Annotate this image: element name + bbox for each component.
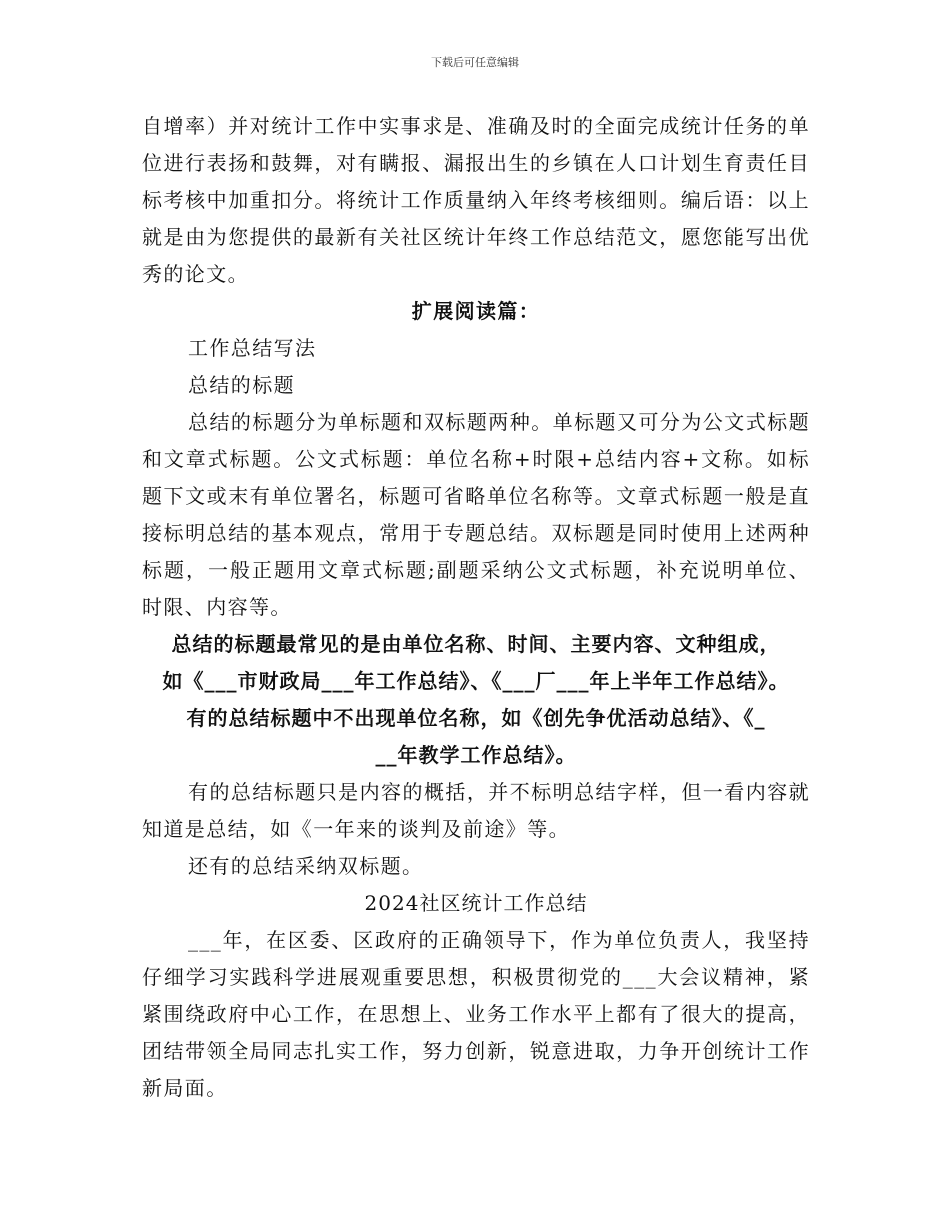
paragraph-writing-method: 工作总结写法 <box>188 336 317 360</box>
paragraph-title-label: 总结的标题 <box>188 373 295 397</box>
page-header: 下载后可任意编辑 <box>431 56 519 69</box>
bold-line-4: __年教学工作总结》。 <box>375 743 577 767</box>
heading-extended-reading: 扩展阅读篇： <box>411 299 541 323</box>
paragraph-title-types: 总结的标题分为单标题和双标题两种。单标题又可分为公文式标题和文章式标题。公文式标题：单位名称+时限+总结内容+文称。如标题下文或末有单位署名，标题可省略单位名称等。文章式标题一般是直接标明总结的基本观点，常用于专题总结。双标题是同时使用上述两种标题，一般正题用文章式标题;副题采纳公文式标题，补充说明单位、时限、内容等。 <box>142 410 810 619</box>
paragraph-summary-end: 自增率）并对统计工作中实事求是、准确及时的全面完成统计任务的单位进行表扬和鼓舞，对有瞒报、漏报出生的乡镇在人口计划生育责任目标考核中加重扣分。将统计工作质量纳入年终考核细则。编后语：以上就是由为您提供的最新有关社区统计年终工作总结范文，愿您能写出优秀的论文。 <box>142 114 810 286</box>
paragraph-2024-intro: ___年，在区委、区政府的正确领导下，作为单位负责人，我坚持仔细学习实践科学进展观重要思想，积极贯彻党的___大会议精神，紧紧围绕政府中心工作，在思想上、业务工作水平上都有了很大的提高，团结带领全局同志扎实工作，努力创新，锐意进取，力争开创统计工作新局面。 <box>142 928 810 1100</box>
section-title-2024: 2024社区统计工作总结 <box>364 891 588 915</box>
bold-line-3: 有的总结标题中不出现单位名称，如《创先争优活动总结》、《_ <box>186 706 766 730</box>
bold-line-1: 总结的标题最常见的是由单位名称、时间、主要内容、文种组成， <box>171 632 781 656</box>
bold-line-2: 如《___市财政局___年工作总结》、《___厂___年上半年工作总结》。 <box>162 669 790 693</box>
paragraph-content-summary: 有的总结标题只是内容的概括，并不标明总结字样，但一看内容就知道是总结，如《一年来的谈判及前途》等。 <box>142 780 810 841</box>
paragraph-double-title: 还有的总结采纳双标题。 <box>188 854 424 878</box>
document-body <box>142 108 810 1107</box>
